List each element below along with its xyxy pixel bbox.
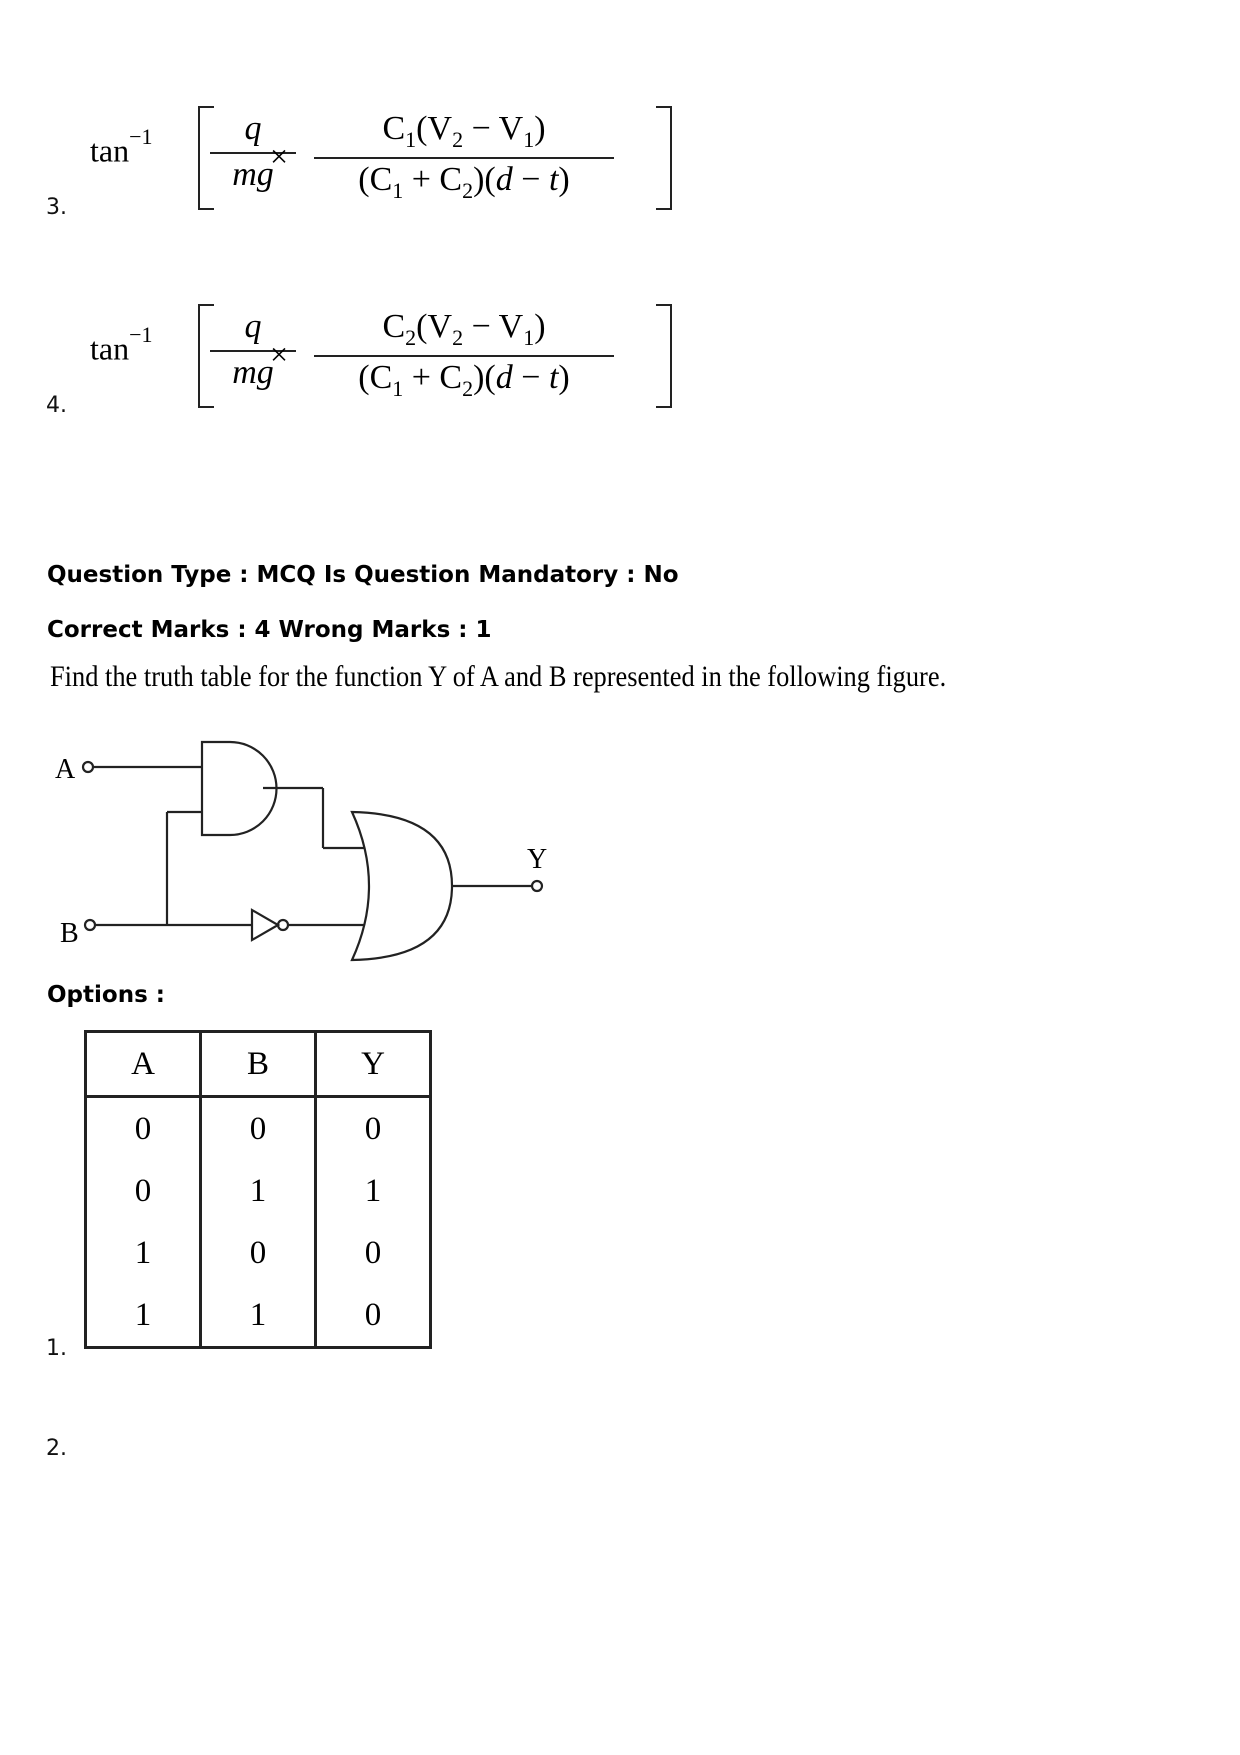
cell: 1 <box>86 1222 201 1284</box>
capacitor-fraction <box>314 110 614 204</box>
label-a: A <box>55 754 76 785</box>
cell: 1 <box>201 1284 316 1348</box>
cell: 1 <box>86 1284 201 1348</box>
fraction-numerator-q: q <box>210 308 296 352</box>
cell: 0 <box>201 1222 316 1284</box>
capacitor-numerator: $C_2(V_2 - V_1)$ <box>314 308 614 357</box>
capacitor-fraction <box>314 308 614 402</box>
table-row <box>86 1097 431 1161</box>
fraction-denominator-mg: mg <box>232 156 274 193</box>
capacitor-denominator: $(C_1 + C_2)(d - t)$ <box>358 358 570 401</box>
marks-line: Correct Marks : 4 Wrong Marks : 1 <box>47 617 492 643</box>
cell: 0 <box>316 1284 431 1348</box>
logic-circuit-diagram <box>40 730 560 970</box>
capacitor-numerator: $C_1(V_2 - V_1)$ <box>314 110 614 159</box>
label-b: B <box>60 918 79 949</box>
not-gate <box>252 910 278 940</box>
table-row <box>86 1284 431 1348</box>
times-sign: × <box>270 336 289 372</box>
output-y-terminal <box>532 881 542 891</box>
table-row <box>86 1160 431 1222</box>
header-a: A <box>86 1032 201 1097</box>
option-number-2: 2. <box>46 1436 67 1461</box>
cell: 0 <box>201 1097 316 1161</box>
options-heading: Options : <box>47 982 165 1008</box>
option-number-1: 1. <box>46 1336 67 1361</box>
table-header-row <box>86 1032 431 1097</box>
formula-option-4 <box>90 302 690 412</box>
inverse-exponent: −1 <box>129 124 153 149</box>
question-text: Find the truth table for the function Y of A and B represented in the following figure. <box>50 660 947 693</box>
option-number-4: 4. <box>46 393 67 418</box>
question-type-line: Question Type : MCQ Is Question Mandatory : No <box>47 562 679 588</box>
table-row <box>86 1222 431 1284</box>
formula-option-3 <box>90 104 690 214</box>
tan-text: tan <box>90 132 130 169</box>
cell: 0 <box>86 1160 201 1222</box>
capacitor-denominator: $(C_1 + C_2)(d - t)$ <box>358 160 570 203</box>
cell: 1 <box>316 1160 431 1222</box>
right-bracket <box>656 304 672 408</box>
cell: 0 <box>86 1097 201 1161</box>
label-y: Y <box>527 844 548 875</box>
cell: 0 <box>316 1097 431 1161</box>
header-b: B <box>201 1032 316 1097</box>
input-b-terminal <box>85 920 95 930</box>
cell: 0 <box>316 1222 431 1284</box>
inverse-exponent: −1 <box>129 322 153 347</box>
option-number-3: 3. <box>46 195 67 220</box>
cell: 1 <box>201 1160 316 1222</box>
right-bracket <box>656 106 672 210</box>
tan-text: tan <box>90 330 130 367</box>
truth-table-option-1 <box>84 1030 432 1349</box>
fraction-denominator-mg: mg <box>232 354 274 391</box>
times-sign: × <box>270 138 289 174</box>
input-a-terminal <box>83 762 93 772</box>
header-y: Y <box>316 1032 431 1097</box>
or-gate <box>352 812 452 960</box>
fraction-numerator-q: q <box>210 110 296 154</box>
